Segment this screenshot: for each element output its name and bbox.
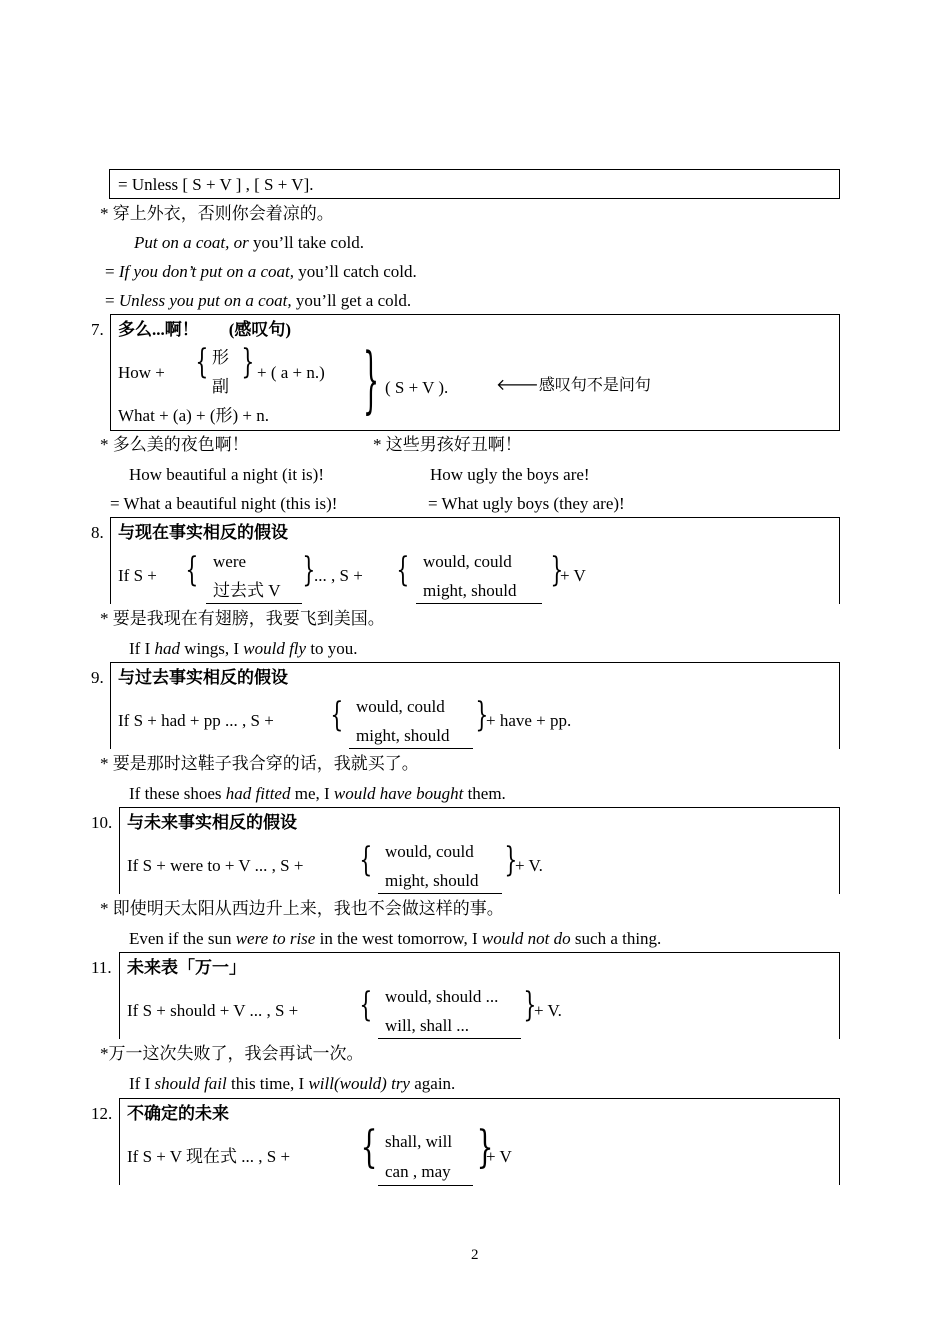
section-12-opt-1: shall, will xyxy=(385,1132,453,1151)
section-7-title: 多么...啊！ (感叹句) xyxy=(118,320,292,339)
section-12-if: If S + V 现在式 ... , S + xyxy=(127,1147,291,1166)
section-10-opt-1: would, could xyxy=(385,842,474,861)
section-7-how: How + xyxy=(118,363,165,382)
right-brace-icon: } xyxy=(523,985,537,1025)
section-7-sv: ( S + V ). xyxy=(385,378,449,397)
section-7-a-n: + ( a + n.) xyxy=(257,363,325,382)
right-brace-icon: } xyxy=(302,550,316,590)
section-7-en-3: = What a beautiful night (this is)! xyxy=(110,494,338,513)
section-9-if: If S + had + pp ... , S + xyxy=(118,711,274,730)
section-11-title: 未来表「万一」 xyxy=(127,958,246,977)
section-8-cn: * 要是我现在有翅膀，我要飞到美国。 xyxy=(100,609,385,628)
coat-example-en-1: Put on a coat, or you’ll take cold. xyxy=(134,233,364,252)
section-7-number: 7. xyxy=(91,320,104,339)
section-7-en-4: = What ugly boys (they are)! xyxy=(428,494,625,513)
section-7-en-1: How beautiful a night (it is)! xyxy=(129,465,324,484)
underline xyxy=(378,1038,521,1039)
section-11-opt-2: will, shall ... xyxy=(385,1016,470,1035)
section-9-cn: * 要是那时这鞋子我合穿的话，我就买了。 xyxy=(100,754,419,773)
section-11-if: If S + should + V ... , S + xyxy=(127,1001,299,1020)
unless-formula: = Unless [ S + V ] , [ S + V]. xyxy=(118,175,314,194)
section-10-tail: + V. xyxy=(515,856,543,875)
section-11-number: 11. xyxy=(91,958,112,977)
right-brace-icon: } xyxy=(476,1122,494,1173)
section-11-opt-1: would, should ... xyxy=(385,987,499,1006)
section-9-opt-2: might, should xyxy=(356,726,450,745)
section-9-en: If these shoes had fitted me, I would have bought them. xyxy=(129,784,506,803)
section-7-what: What + (a) + (形) + n. xyxy=(118,406,270,425)
section-10-cn: * 即使明天太阳从西边升上来，我也不会做这样的事。 xyxy=(100,899,504,918)
section-8-opt-2: 过去式 V xyxy=(213,581,281,600)
section-11-cn: *万一这次失败了，我会再试一次。 xyxy=(100,1044,364,1063)
coat-example-en-2: = If you don’t put on a coat, you’ll catch cold. xyxy=(105,262,417,281)
coat-example-cn: * 穿上外衣，否则你会着凉的。 xyxy=(100,204,334,223)
section-8-opt-4: might, should xyxy=(423,581,517,600)
section-7-note: 🡐感叹句不是问句 xyxy=(496,375,651,394)
underline xyxy=(378,893,502,894)
left-brace-icon: { xyxy=(185,550,199,590)
underline xyxy=(349,748,473,749)
section-12-tail: + V xyxy=(486,1147,512,1166)
section-8-opt-1: were xyxy=(213,552,247,571)
section-7-en-2: How ugly the boys are! xyxy=(430,465,590,484)
section-9-tail: + have + pp. xyxy=(486,711,572,730)
underline xyxy=(378,1185,473,1186)
section-8-title: 与现在事实相反的假设 xyxy=(118,523,288,542)
right-brace-icon: } xyxy=(475,695,489,735)
underline xyxy=(206,603,302,604)
section-10-number: 10. xyxy=(91,813,113,832)
left-brace-icon: { xyxy=(360,1122,378,1173)
section-9-number: 9. xyxy=(91,668,104,687)
section-7-cn-2: * 这些男孩好丑啊！ xyxy=(373,435,522,454)
section-11-tail: + V. xyxy=(534,1001,562,1020)
right-brace-icon: } xyxy=(363,337,380,421)
section-7-adj: 形 xyxy=(212,348,229,367)
section-11-en: If I should fail this time, I will(would) try again. xyxy=(129,1074,456,1093)
right-brace-icon: } xyxy=(550,550,564,590)
right-brace-icon: } xyxy=(241,342,255,382)
section-9-opt-1: would, could xyxy=(356,697,445,716)
page-number: 2 xyxy=(471,1247,479,1263)
coat-example-en-3: = Unless you put on a coat, you’ll get a cold. xyxy=(105,291,412,310)
section-10-en: Even if the sun were to rise in the west tomorrow, I would not do such a thing. xyxy=(129,929,662,948)
left-brace-icon: { xyxy=(195,342,209,382)
section-7-cn-1: * 多么美的夜色啊！ xyxy=(100,435,249,454)
section-10-opt-2: might, should xyxy=(385,871,479,890)
section-12-number: 12. xyxy=(91,1104,113,1123)
section-8-opt-3: would, could xyxy=(423,552,512,571)
section-9-title: 与过去事实相反的假设 xyxy=(118,668,288,687)
section-8-if: If S + xyxy=(118,566,157,585)
section-7-adv: 副 xyxy=(212,377,229,396)
section-8-mid: ... , S + xyxy=(314,566,363,585)
left-brace-icon: { xyxy=(359,985,373,1025)
underline xyxy=(416,603,542,604)
section-8-tail: + V xyxy=(560,566,586,585)
section-8-number: 8. xyxy=(91,523,104,542)
section-10-title: 与未来事实相反的假设 xyxy=(127,813,297,832)
section-12-opt-2: can , may xyxy=(385,1162,451,1181)
section-12-title: 不确定的未来 xyxy=(127,1104,229,1123)
section-10-if: If S + were to + V ... , S + xyxy=(127,856,304,875)
left-brace-icon: { xyxy=(359,840,373,880)
section-8-en: If I had wings, I would fly to you. xyxy=(129,639,358,658)
left-brace-icon: { xyxy=(330,695,344,735)
right-brace-icon: } xyxy=(504,840,518,880)
left-brace-icon: { xyxy=(396,550,410,590)
